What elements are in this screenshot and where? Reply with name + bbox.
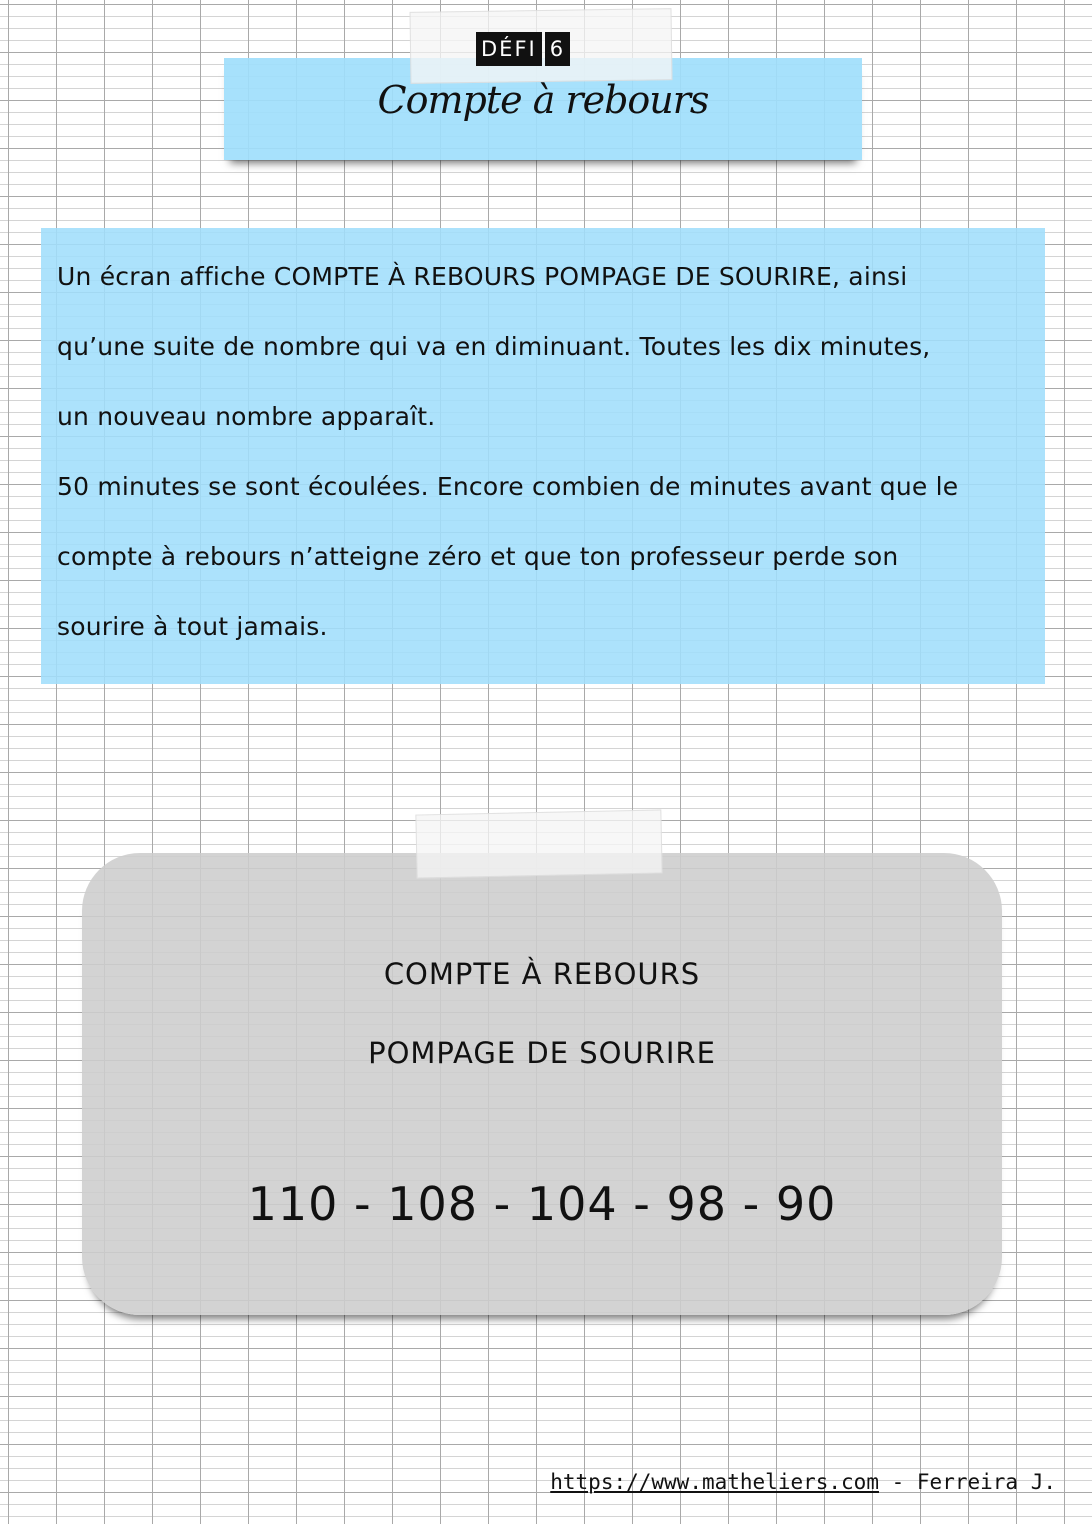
statement-line: 50 minutes se sont écoulées. Encore combien de minutes avant que le xyxy=(57,472,959,501)
number-sequence: 110 - 108 - 104 - 98 - 90 xyxy=(247,1177,837,1231)
footer-credit xyxy=(550,1470,1056,1494)
countdown-card xyxy=(82,853,1002,1315)
statement-line: Un écran affiche COMPTE À REBOURS POMPAGE DE SOURIRE, ainsi xyxy=(57,262,908,291)
statement-line: compte à rebours n’atteigne zéro et que ton professeur perde son xyxy=(57,542,899,571)
problem-statement xyxy=(41,228,1045,684)
tape-strip xyxy=(415,809,662,878)
countdown-heading: COMPTE À REBOURS xyxy=(383,957,701,991)
countdown-subheading: POMPAGE DE SOURIRE xyxy=(368,1036,716,1070)
statement-line: un nouveau nombre apparaît. xyxy=(57,402,436,431)
statement-line: qu’une suite de nombre qui va en diminuant. Toutes les dix minutes, xyxy=(57,332,931,361)
challenge-tag-word: DÉFI xyxy=(476,32,542,66)
website-link[interactable]: https://www.matheliers.com xyxy=(550,1470,879,1494)
challenge-tag xyxy=(476,32,570,66)
statement-line: sourire à tout jamais. xyxy=(57,612,328,641)
challenge-tag-number: 6 xyxy=(545,32,570,66)
page-title: Compte à rebours xyxy=(377,78,709,122)
author-credit: - Ferreira J. xyxy=(878,1470,1056,1494)
